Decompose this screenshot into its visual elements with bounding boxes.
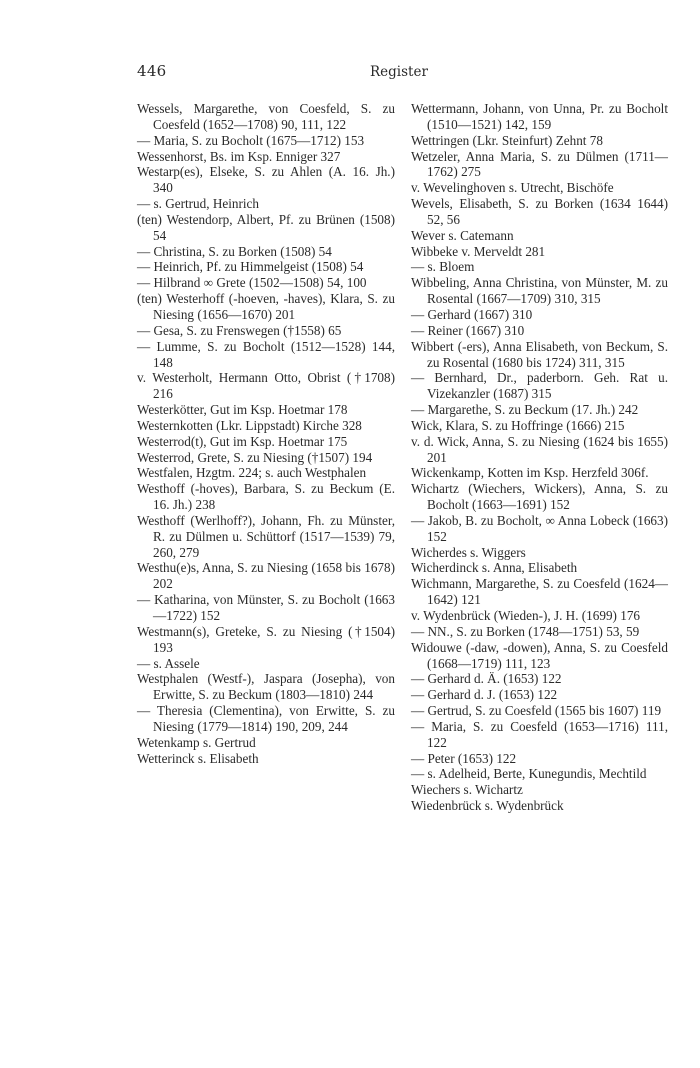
index-entry: Wetenkamp s. Gertrud (137, 734, 256, 750)
index-entry: Westerrod(t), Gut im Ksp. Hoetmar 175 (137, 433, 348, 449)
left-column (137, 101, 395, 766)
index-entry: Westfalen, Hzgtm. 224; s. auch Westphalen (137, 465, 367, 481)
index-entry: Westhoff (-hoves), Barbara, S. zu Beckum (E. 16. Jh.) 238 (137, 481, 395, 513)
index-entry: v. Westerholt, Hermann Otto, Obrist (†1708) 216 (137, 370, 395, 402)
index-entry: Westarp(es), Elseke, S. zu Ahlen (A. 16. Jh.) 340 (137, 164, 395, 196)
index-entry: Wibbeling, Anna Christina, von Münster, M. zu Rosental (1667—1709) 310, 315 (411, 275, 668, 307)
index-entry: — Theresia (Clementina), von Erwitte, S. zu Niesing (1779—1814) 190, 209, 244 (137, 703, 395, 734)
index-entry: Wibbeke v. Merveldt 281 (411, 243, 546, 259)
index-entry: Westernkotten (Lkr. Lippstadt) Kirche 328 (137, 417, 362, 433)
index-entry: — Margarethe, S. zu Beckum (17. Jh.) 242 (411, 402, 639, 418)
index-entry: — Peter (1653) 122 (411, 750, 517, 766)
index-entry: — Maria, S. zu Coesfeld (1653—1716) 111, 122 (411, 718, 668, 750)
index-entry: (ten) Westendorp, Albert, Pf. zu Brünen (1508) 54 (137, 211, 395, 243)
index-entry: — Reiner (1667) 310 (411, 322, 525, 338)
index-entry: — Gertrud, S. zu Coesfeld (1565 bis 1607) 119 (411, 703, 662, 719)
index-entry: Wickenkamp, Kotten im Ksp. Herzfeld 306f. (411, 465, 649, 481)
index-entry: — Christina, S. zu Borken (1508) 54 (137, 243, 332, 259)
index-entry: — s. Assele (137, 655, 200, 671)
index-entry: — NN., S. zu Borken (1748—1751) 53, 59 (411, 623, 640, 639)
index-entry: — Gerhard (1667) 310 (411, 306, 533, 322)
index-entry: — Lumme, S. zu Bocholt (1512—1528) 144, 148 (137, 338, 395, 370)
index-entry: Wessels, Margarethe, von Coesfeld, S. zu Coesfeld (1652—1708) 90, 111, 122 (137, 101, 395, 132)
index-entry: Westmann(s), Greteke, S. zu Niesing (†1504) 193 (137, 623, 395, 655)
index-entry: — Gesa, S. zu Frenswegen (†1558) 65 (137, 322, 342, 338)
index-entry: Wever s. Catemann (411, 227, 514, 243)
index-entry: Wibbert (-ers), Anna Elisabeth, von Beckum, S. zu Rosental (1680 bis 1724) 311, 315 (411, 338, 668, 370)
index-entry: Wichartz (Wiechers, Wickers), Anna, S. zu Bocholt (1663—1691) 152 (411, 481, 668, 513)
index-entry: Wetterinck s. Elisabeth (137, 750, 259, 766)
index-entry: Wettringen (Lkr. Steinfurt) Zehnt 78 (411, 132, 603, 148)
index-entry: — s. Gertrud, Heinrich (137, 196, 259, 212)
index-entry: Wichmann, Margarethe, S. zu Coesfeld (1624—1642) 121 (411, 576, 668, 608)
index-entry: Wick, Klara, S. zu Hoffringe (1666) 215 (411, 417, 625, 433)
index-entry: Westhoff (Werlhoff?), Johann, Fh. zu Münster, R. zu Dülmen u. Schüttorf (1517—1539) 79, 260, 279 (137, 512, 395, 560)
index-entry: Westphalen (Westf-), Jaspara (Josepha), von Erwitte, S. zu Beckum (1803—1810) 244 (137, 671, 395, 703)
index-entry: v. Wevelinghoven s. Utrecht, Bischöfe (411, 180, 614, 196)
index-entry: — Gerhard d. Ä. (1653) 122 (411, 671, 562, 687)
index-entry: — Gerhard d. J. (1653) 122 (411, 687, 558, 703)
index-entry: Wicherdinck s. Anna, Elisabeth (411, 560, 578, 576)
index-entry: — Heinrich, Pf. zu Himmelgeist (1508) 54 (137, 259, 364, 275)
running-title: Register (370, 64, 428, 80)
index-entry: Westhu(e)s, Anna, S. zu Niesing (1658 bis 1678) 202 (137, 560, 395, 592)
index-entry: — Maria, S. zu Bocholt (1675—1712) 153 (137, 132, 365, 148)
index-entry: Wettermann, Johann, von Unna, Pr. zu Bocholt (1510—1521) 142, 159 (411, 101, 668, 132)
index-entry: (ten) Westerhoff (-hoeven, -haves), Klara, S. zu Niesing (1656—1670) 201 (137, 291, 395, 322)
page-number: 446 (137, 62, 167, 80)
index-entry: v. Wydenbrück (Wieden-), J. H. (1699) 176 (411, 608, 641, 623)
index-entry: Wetzeler, Anna Maria, S. zu Dülmen (1711—1762) 275 (411, 148, 668, 180)
index-entry: Wiedenbrück s. Wydenbrück (411, 798, 564, 814)
index-entry: — Hilbrand ∞ Grete (1502—1508) 54, 100 (137, 275, 367, 291)
index-entry: — s. Bloem (411, 259, 475, 275)
right-column (411, 101, 668, 814)
index-entry: Wessenhorst, Bs. im Ksp. Enniger 327 (137, 148, 341, 164)
index-entry: — Katharina, von Münster, S. zu Bocholt (1663—1722) 152 (137, 592, 395, 623)
index-entry: Wiechers s. Wichartz (411, 782, 523, 798)
index-entry: — Jakob, B. zu Bocholt, ∞ Anna Lobeck (1663) 152 (411, 512, 668, 544)
index-entry: Wevels, Elisabeth, S. zu Borken (1634 1644) 52, 56 (411, 196, 668, 227)
index-entry: Wicherdes s. Wiggers (411, 544, 526, 560)
index-entry: — s. Adelheid, Berte, Kunegundis, Mechtild (411, 766, 647, 782)
index-entry: v. d. Wick, Anna, S. zu Niesing (1624 bis 1655) 201 (411, 433, 668, 465)
index-entry: — Bernhard, Dr., paderborn. Geh. Rat u. Vizekanzler (1687) 315 (411, 370, 668, 402)
index-entry: Widouwe (-daw, -dowen), Anna, S. zu Coesfeld (1668—1719) 111, 123 (411, 639, 668, 671)
index-entry: Westerkötter, Gut im Ksp. Hoetmar 178 (137, 402, 348, 418)
index-entry: Westerrod, Grete, S. zu Niesing (†1507) 194 (137, 449, 373, 465)
